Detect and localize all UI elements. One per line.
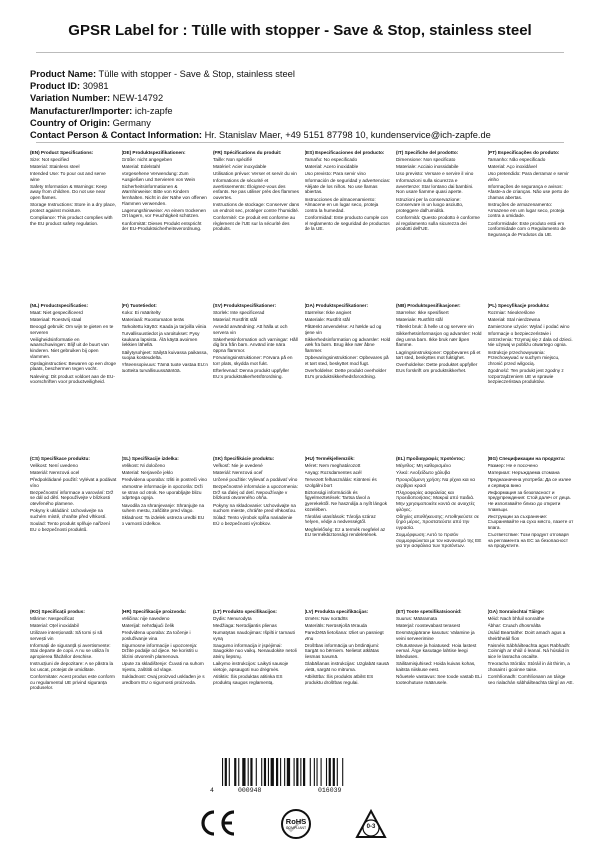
language-heading: (LV) Produkta specifikācijas:	[304, 609, 369, 614]
spec-line: Veľkosť: Nie je uvedené	[213, 462, 263, 468]
spec-line: Beoogd gebruik: Om wijn te gieten en te serveren	[30, 323, 114, 335]
spec-line: Säilitamisjuhised: Hoida kuivas kohas, kaitsta niiskuse eest.	[396, 661, 476, 672]
product-info	[30, 68, 491, 141]
product-id-row	[30, 80, 491, 92]
spec-line: Säkerhetsinformation och varningar: Håll dig bra från barn. Använd inte nära öppna flammor.	[213, 336, 298, 353]
spec-line: Material: Acero inoxidable	[304, 163, 359, 169]
spec-line: Größe: nicht angegeben	[121, 156, 173, 162]
language-block	[396, 150, 483, 298]
barcode-bar	[284, 758, 285, 786]
spec-line: Materiál: Nerezová ocel	[30, 469, 80, 475]
spec-line: Tervezett felhasználás: Kiönteni és szolgálni bort	[304, 476, 377, 488]
language-block	[213, 609, 300, 747]
spec-line: Nõuetele vastavus: See toode vastab ELi tooteohutuse määrusele.	[396, 673, 482, 685]
spec-line: Conformitate: Acest produs este conform cu regulamentul UE privind siguranța produselor.	[30, 673, 115, 691]
spec-line: Materiaali: Ruostumaton teräs	[121, 316, 185, 322]
language-heading: (CS) Specifikace produktu:	[30, 456, 90, 461]
language-heading: (EL) Προδιαγραφές προϊόντος:	[396, 456, 466, 461]
spec-line: Materiale: Rustfrit stål	[304, 316, 350, 322]
barcode-bar	[225, 758, 227, 786]
spec-line: Předpokládané použití: Vylévat a podávat víno	[30, 476, 117, 488]
spec-line: Υλικό: Ανοξείδωτο χάλυβα	[396, 469, 451, 475]
spec-line: Soulad: Tento produkt splňuje nařízení EU o bezpečnosti produktů.	[30, 520, 110, 532]
barcode-group-1: 000948	[238, 787, 262, 794]
language-block	[488, 609, 575, 747]
language-heading: (LT) Produkto specifikacijos:	[213, 609, 277, 614]
language-heading: (SK) Špecifikácie produktu:	[213, 456, 275, 461]
origin-row	[30, 117, 491, 129]
spec-line: Påtænkt anvendelse: At hælde ud og tjene vin	[304, 323, 382, 335]
barcode-bar	[310, 758, 311, 786]
spec-line: Suurus: Määramata	[396, 615, 438, 621]
language-heading: (EN) Product Specifications:	[30, 150, 94, 155]
spec-line: Informații de siguranță și avertismente: Stai departe de copii. A nu se utiliza în apropierea flăcărilor deschise.	[30, 642, 111, 659]
spec-line: Opbevaringsinstruktioner: Opbevares på et tørt sted, beskyttet mod fugt.	[304, 355, 389, 366]
divider	[36, 142, 564, 143]
spec-line: Materiał: Stal nierdzewna	[487, 316, 541, 322]
spec-line: Faisnéis Sábháilteachta agus Rabhadh: Coinnigh ar shiúl ó leanaí. Ná húsáid in aice le lasracha oscailte.	[487, 642, 571, 659]
barcode-prefix: 4	[210, 787, 214, 794]
spec-line: Uso previsto: Para servir vino	[304, 170, 366, 176]
spec-line: Πληροφορίες ασφαλείας και προειδοποιήσεις: Μακριά από παιδιά. Μην χρησιμοποιείτε κοντά σε ανοιχτές φλόγες.	[396, 489, 475, 512]
spec-line: Størrelse: Ikke angivet	[304, 309, 352, 315]
spec-line: Opslaginstructies: Bewaren op een droge plaats, beschermen tegen vocht.	[30, 360, 116, 372]
spec-line: Materijal: nehrđajući čelik	[121, 622, 175, 628]
spec-line: Atitiktis: Šis produktas atitinka ES produktų saugos reglamentą.	[213, 673, 283, 685]
barcode-group-2: 016039	[318, 787, 342, 794]
spec-line: Utilizare intenționată: Să torni și să servești vin	[30, 629, 103, 641]
language-heading: (HU) Termékjellemzők:	[304, 456, 355, 461]
spec-line: Istruzioni per la conservazione: Conservare in un luogo asciutto, proteggere dall'umidità.	[396, 196, 464, 213]
spec-line: Sukladnost: Ovaj proizvod usklađen je s uredbom EU o sigurnosti proizvoda.	[121, 673, 205, 685]
barcode-bar	[250, 758, 252, 786]
spec-line: Materiale: Rustfritt stål	[396, 316, 443, 322]
language-block	[488, 303, 575, 451]
spec-line: Material: Stainless steel	[30, 163, 80, 169]
spec-line: Safety Information & Warnings: Keep away from children. Do not use near open flames.	[30, 183, 107, 200]
rohs-label: RoHS	[285, 817, 307, 826]
barcode-bar	[333, 758, 335, 786]
spec-line: Intended Use: To pour out and serve wine	[30, 170, 106, 182]
language-heading: (SV) Produktspecifikationer:	[213, 303, 277, 308]
spec-line: Размер: Не е посочено	[487, 462, 538, 468]
barcode-bar	[321, 758, 322, 786]
language-block	[213, 150, 300, 298]
barcode-bar	[326, 758, 327, 786]
spec-line: Matériel: Acier inoxydable	[213, 163, 267, 169]
spec-line: Informazioni sulla sicurezza e avvertenze: Star lontano dai bambini. Non usare fiamme quasi aperte.	[396, 178, 474, 195]
spec-line: Ábhar: Cruach dhosmálta	[487, 622, 541, 628]
barcode-bar	[314, 758, 315, 786]
spec-line: Méret: Nem meghatározott	[304, 462, 361, 468]
spec-line: Compliance: This product complies with the EU product safety regulation.	[30, 214, 113, 226]
manufacturer-value: ich-zapfe	[134, 105, 173, 116]
spec-line: Materjal: roostevabast terasest	[396, 622, 461, 628]
barcode-bar	[296, 758, 298, 786]
spec-line: Bezpečnostné informácie a upozornenia: Drž sa ďalej od detí. Nepoužívajte v blízkosti otvoreného ohňa.	[213, 484, 298, 501]
language-block	[122, 456, 209, 604]
spec-line: Instrucțiuni de depozitare: A se păstra la loc uscat, protejat de umiditate.	[30, 661, 114, 672]
spec-line: Overholdelse: Dette produktet oppfyller EUs forskrift om produktsikkerhet.	[396, 362, 478, 373]
barcode-bar	[300, 758, 301, 786]
language-heading: (IT) Specifiche del prodotto:	[396, 150, 459, 155]
spec-line: Comhlíonadh: Comhlíonann an táirge seo rialachán sábháilteachta táirgí an AE.	[487, 673, 574, 685]
spec-line: Sikkerhedsinformation og advarsler: Hold væk fra børn. Brug ikke nær åbne flammer.	[304, 336, 391, 353]
language-block	[30, 303, 117, 451]
spec-line: Navodila za shranjevanje: Shranjujte na suhem mestu, zaščitite pred vlago.	[121, 502, 205, 514]
spec-line: Информация за безопасност и предупреждения: Стой далеч от деца. Не използвайте близо до открити пламъци.	[487, 489, 571, 512]
product-id-value: 30981	[82, 81, 109, 92]
spec-line: Utilisation prévue: Verser et servir du vin	[213, 170, 297, 176]
spec-line: Conformità: Questo prodotto è conforme al regolamento sulla sicurezza dei prodotti dell'UE.	[396, 214, 480, 232]
spec-line: Οδηγίες αποθήκευσης: Αποθηκεύστε σε ξηρό μέρος, προστατεύστε από την υγρασία.	[396, 513, 479, 530]
spec-line: Storage Instructions: Store in a dry place, protect against moisture.	[30, 202, 116, 213]
language-specifications-grid	[30, 150, 574, 752]
spec-line: Conformidad: Este producto cumple con el reglamento de seguridad de productos de la UE.	[304, 214, 390, 232]
spec-line: Informações de segurança e avisos: Afaste-a de crianças. Não use perto de chamas abertas.	[487, 183, 569, 200]
spec-line: Medžiaga: Nerūdijantis plienas	[213, 622, 277, 628]
language-block	[396, 609, 483, 747]
language-block	[305, 609, 392, 747]
spec-line: Størrelse: Ikke spesifisert	[396, 309, 449, 315]
ce-mark-icon	[198, 808, 238, 838]
spec-line: Vorgesehene Verwendung: Zum Ausgießen und Servieren von Wein	[121, 170, 196, 182]
barcode-bar	[303, 758, 305, 786]
barcode-bar	[276, 758, 278, 786]
barcode-bar	[264, 758, 266, 786]
spec-line: Glabāšanas instrukcijas: Uzglabāt sausā vietā, sargāt no mitruma.	[304, 661, 389, 672]
language-heading: (PT) Especificações do produto:	[487, 150, 560, 155]
language-block	[122, 303, 209, 451]
language-block	[396, 456, 483, 604]
spec-line: Συμμόρφωση: Αυτό το προϊόν συμμορφώνεται με τον κανονισμό της ΕΕ για την ασφάλεια των προϊόντων.	[396, 532, 482, 549]
language-heading: (HR) Specifikacije proizvoda:	[121, 609, 187, 614]
spec-line: Velikost: Ni določeno	[121, 462, 166, 468]
spec-line: Säilytysohjeet: Säilytä kuivassa paikassa, suojaa kosteudelta.	[121, 349, 208, 361]
spec-line: Conformité: Ce produit est conforme au règlement de l'UE sur la sécurité des produits.	[213, 214, 296, 232]
spec-line: Turvallisuustiedot ja varoitukset: Pysy kaukana lapsista. Älä käytä avoimen liekkien lähellä.	[121, 331, 200, 348]
spec-line: Dimensione: Non specificato	[396, 156, 456, 162]
language-heading: (NB) Produktspesifikasjoner:	[396, 303, 461, 308]
barcode-bar	[222, 758, 223, 786]
spec-line: Atbilstība: Šis produkts atbilst ES produktu drošības regulai.	[304, 673, 374, 685]
language-heading: (GA) Sonraíochtaí Táirge:	[487, 609, 545, 614]
spec-line: Pokyny na skladovanie: Uchovávajte na suchom mieste, chráňte pred vlhkosťou.	[213, 502, 297, 514]
spec-line: Numatytas naudojimas: Išpilti ir tarnauti vyną	[213, 629, 295, 641]
spec-line: Méid: Nach bhfuil sonraithe	[487, 615, 545, 621]
spec-line: Storlek: Inte specificerad	[213, 309, 265, 315]
barcode-bar	[248, 758, 249, 786]
spec-line: Lagerungshinweise: An einem trockenen Ort lagern, vor Feuchtigkeit schützen.	[121, 207, 206, 219]
spec-line: Material: Nerjaveče jeklo	[121, 469, 173, 475]
language-row	[30, 303, 574, 451]
contact-label: Contact Person & Contact Information:	[30, 130, 202, 141]
language-block	[488, 150, 575, 298]
spec-line: Naleving: Dit product voldoet aan de EU-voorschriften voor productveiligheid.	[30, 373, 115, 385]
barcode-bar	[234, 758, 236, 786]
spec-line: Sikkerhetsinformasjon og advarsler: Hold deg unna barn. Ikke bruk nær åpen flamme.	[396, 331, 482, 348]
language-block	[488, 456, 575, 604]
spec-line: Förvaringsinstruktioner: Förvara på en torr plats, skydda mot fukt.	[213, 355, 293, 366]
spec-line: Súlad: Tento výrobok spĺňa nariadenie EÚ o bezpečnosti výrobkov.	[213, 515, 293, 526]
barcode-bar	[238, 758, 239, 786]
language-block	[213, 456, 300, 604]
barcode-bars	[222, 758, 382, 786]
spec-line: Upute za skladištenje: Čuvati na suhom mjestu, zaštititi od vlage.	[121, 661, 204, 672]
divider	[36, 52, 564, 53]
spec-line: Μέγεθος: Μη καθορισμένο	[396, 462, 451, 468]
variation-value: NEW-14792	[112, 93, 164, 104]
language-row	[30, 456, 574, 604]
spec-line: Προοριζόμενη χρήση: Να ρίχνει και να σερβίρει κρασί	[396, 476, 475, 488]
spec-line: Sicherheitsinformationen & Warnhinweise: Bitte von Kindern fernhalten. Nicht in der Nähe von offenen Flammen verwenden.	[121, 183, 207, 206]
spec-line: Anyag: Rozsdamentes acél	[304, 469, 362, 475]
barcode-bar	[256, 758, 257, 786]
spec-line: Efterlevnad: Denna produkt uppfyller EU:s produktsäkerhetsförordning.	[213, 367, 290, 379]
origin-value: Germany	[112, 117, 151, 128]
spec-line: Zamierzone użycie: Wylać i podać wino	[487, 323, 570, 329]
spec-line: Biztonsági információk és figyelmeztetések: Tartsa távol a gyerekektől. Ne használja a nyílt lángok közelében.	[304, 489, 388, 512]
product-name-label: Product Name:	[30, 69, 97, 79]
spec-line: Saugumo informacija ir įspėjimai: Saugokite nuo vaikų. Nenaudokite netoli atvirų liepsnų.	[213, 642, 297, 659]
barcode-bar	[242, 758, 245, 786]
spec-line: Treoracha Stórála: Stóráil in áit thirim, a chosaint i gcoinne taise.	[487, 661, 570, 672]
spec-line: Sigurnosne informacije i upozorenja: Držite podalje od djece. Ne koristiti u blizini otvorenih plamenova.	[121, 642, 198, 659]
spec-line: Určené použitie: Vylievať a podávať víno	[213, 476, 298, 482]
spec-line: Materiál: Nerezová oceľ	[213, 469, 263, 475]
language-heading: (BG) Спецификации на продукта:	[487, 456, 566, 461]
spec-line: Varnostne informacije in opozorila: Drži se stran od otrok. Ne uporabljajte blizu odprtega ognja.	[121, 484, 203, 501]
recycle-label: 0-3	[366, 824, 376, 830]
language-block	[305, 456, 392, 604]
barcode-bar	[268, 758, 269, 786]
language-heading: (ET) Toote spetsifikatsioonid:	[396, 609, 462, 614]
barcode	[210, 758, 390, 798]
spec-line: Maat: Niet gespecificeerd	[30, 309, 83, 315]
spec-line: Tamanho: Não especificado	[487, 156, 546, 162]
spec-line: Informacje o bezpieczeństwie i ostrzeżenia: Trzymaj się z dala od dzieci. Nie używaj w pobliżu otwartego ognia.	[487, 331, 573, 348]
spec-line: Taille: Non spécifié	[213, 156, 253, 162]
spec-line: Yhteensopivuus: Tämä tuote vastaa EU:n tuotteita turvallisuussääntöä.	[121, 362, 208, 373]
barcode-bar	[342, 758, 343, 786]
spec-line: Uso previsto: Versare e servire il vino	[396, 170, 474, 176]
rohs-sub-label: COMPLIANT	[285, 826, 307, 830]
product-id-label: Product ID:	[30, 81, 81, 92]
language-block	[122, 150, 209, 298]
spec-line: Materiāls: Nerūsējošā tērauda	[304, 622, 368, 628]
barcode-bar	[337, 758, 338, 786]
spec-line: Koko: Ei määritelty	[121, 309, 161, 315]
spec-line: Velikost: Není uvedeno	[30, 462, 78, 468]
spec-line: Konformität: Dieses Produkt entspricht der EU-Produktsicherheitsverordnung.	[121, 220, 202, 232]
barcode-bar	[280, 758, 281, 786]
spec-line: Съответствие: Този продукт отговаря на регламента на ЕС за безопасност на продуктите.	[487, 532, 569, 549]
spec-line: Predviđena uporaba: Za točenje i posluživanje vina	[121, 629, 191, 641]
barcode-bar	[271, 758, 274, 786]
language-block	[305, 303, 392, 451]
origin-label: Country of Origin:	[30, 117, 111, 128]
spec-line: Tamaño: No especificado	[304, 156, 358, 162]
variation-label: Variation Number:	[30, 93, 111, 104]
spec-line: Veiligheidsinformatie en waarschuwingen: Blijf uit de buurt van kinderen. Niet gebruiken bij open vlammen.	[30, 336, 109, 359]
spec-line: Materiale: Acciaio inossidabile	[396, 163, 459, 169]
spec-line: Drošības informācija un brīdinājumi: Sargāt no bērniem. Nelietot atklātas liesmas tuvumā.	[304, 642, 380, 659]
language-block	[30, 150, 117, 298]
spec-line: Instructions de stockage: Conserver dans un endroit sec, protéger contre l'humidité.	[213, 202, 300, 213]
spec-line: Dydis: Nenurodyta	[213, 615, 252, 621]
spec-line: Informations de sécurité et avertissements: Éloignez-vous des enfants. Ne pas utiliser près des flammes ouvertes.	[213, 178, 299, 200]
spec-line: Size: Not specified	[30, 156, 69, 162]
spec-line: Material: Aço inoxidável	[487, 163, 537, 169]
barcode-bar	[261, 758, 262, 786]
language-heading: (ES) Especificaciones del producto:	[304, 150, 385, 155]
language-heading: (DE) Produktspezifikationen:	[121, 150, 186, 155]
spec-line: Инструкции за съхранение: Съхранявайте на сухо място, пазете от влага.	[487, 513, 574, 530]
spec-line: Conformidade: Este produto está em conformidade com o Regulamento de Segurança de Produtos da UE.	[487, 220, 566, 237]
spec-line: Instrucciones de almacenamiento: Almacene en un lugar seco, proteja contra la humedad.	[304, 196, 379, 213]
language-heading: (NL) Productspecificaties:	[30, 303, 89, 308]
barcode-bar	[329, 758, 331, 786]
spec-line: Megfelelőség: Ez a termék megfelel az EU termékbiztonsági rendeletének.	[304, 526, 386, 538]
spec-line: Laikymo instrukcijos: Laikyti sausoje vietoje, apsaugoti nuo drėgmės.	[213, 661, 289, 672]
spec-line: Mărime: Nespecificat	[30, 615, 74, 621]
barcode-bar	[317, 758, 318, 786]
contact-row	[30, 129, 491, 141]
language-block	[122, 609, 209, 747]
language-heading: (RO) Specificații produs:	[30, 609, 85, 614]
spec-line: Material: Rostfritt stål	[213, 316, 258, 322]
spec-line: Rozmiar: Nieokreślone	[487, 309, 535, 315]
rohs-icon	[278, 808, 314, 840]
spec-line: Material: Edelstahl	[121, 163, 161, 169]
spec-line: Predvidena uporaba: Izliti in postreči vino	[121, 476, 207, 482]
spec-line: Pokyny k ukládání: Uchovávejte na suchém místě, chraňte před vlhkostí.	[30, 508, 107, 519]
page-title: GPSR Label for : Tülle with stopper - Save & Stop, stainless steel	[68, 22, 532, 39]
language-row	[30, 150, 574, 298]
product-name-value: Tülle with stopper - Save & Stop, stainless steel	[98, 69, 295, 79]
language-block	[213, 303, 300, 451]
language-block	[305, 150, 392, 298]
language-heading: (FR) Spécifications du produit:	[213, 150, 282, 155]
spec-line: Материал: Неръждаема стомана	[487, 469, 560, 475]
spec-line: Instruções de armazenamento: Armazene em um lugar seco, proteja contra a umidade.	[487, 202, 565, 219]
language-block	[396, 303, 483, 451]
spec-line: Información de seguridad y advertencias: Aléjate de los niños. No use llamas abiertas.	[304, 178, 391, 195]
spec-line: Skladnost: Ta izdelek ustreza uredbi EU o varnosti izdelkov.	[121, 515, 205, 526]
spec-line: Предназначена употреба: Да се излее и сервира вино	[487, 476, 572, 488]
spec-line: Tiltenkt bruk: å helle ut og servere vin	[396, 323, 474, 329]
spec-line: Ohutusteave ja hoiatused: Hoia lastest eemal. Ärge kasutage lahtise leegi läheduses.	[396, 642, 477, 659]
manufacturer-label: Manufacturer/Importer:	[30, 105, 133, 116]
spec-line: Paredzētā lietošana: Izliet un pasniegt vīnu	[304, 629, 384, 641]
language-row	[30, 609, 574, 747]
spec-line: Lagringsinstruksjoner: Oppbevares på et tørt sted, beskyttes mot fuktighet.	[396, 349, 481, 361]
language-heading: (SL) Specifikacije izdelka:	[121, 456, 179, 461]
spec-line: Eesmärgipärane kasutus: Valamine ja veini serveerimine	[396, 629, 475, 641]
language-block	[30, 456, 117, 604]
spec-line: Uso pretendido: Para derramar e servir vinho	[487, 170, 569, 182]
language-block	[30, 609, 117, 747]
spec-line: Bezpečnostní informace a varování: Drž se dál od dětí. Nepoužívejte v blízkosti otevřeného plamene.	[30, 489, 114, 506]
contact-value: Hr. Stanislav Maer, +49 5151 87798 10, kundenservice@ich-zapfe.de	[204, 130, 491, 141]
variation-row	[30, 92, 491, 104]
spec-line: Tarkoitettu käyttö: Kaada ja tarjoilla viinia	[121, 323, 207, 329]
language-heading: (PL) Specyfikacje produktu:	[487, 303, 550, 308]
barcode-bar	[287, 758, 290, 786]
compliance-marks	[0, 808, 600, 840]
spec-line: Avsedd användning: Att hälla ut och servera vin	[213, 323, 288, 335]
barcode-bar	[229, 758, 230, 786]
spec-line: Material: Oțel inoxidabil	[30, 622, 79, 628]
spec-line: Overholdelse: Dette produkt overholder EU's produktsikkerhedsforordning.	[304, 367, 387, 379]
barcode-bar	[294, 758, 295, 786]
spec-line: Instrukcje przechowywania: Przechowywać w suchym miejscu, chronić przed wilgocią.	[487, 349, 560, 366]
recycle-mark	[352, 808, 390, 842]
spec-line: Materiaal: Roestvrij staal	[30, 316, 82, 322]
spec-line: Tárolási utasítások: Tárolja száraz helyen, védje a nedvességtől.	[304, 513, 376, 525]
spec-line: Úsáid Beartaithe: Doirt amach agus a sheirbheáil fíon	[487, 629, 566, 641]
language-heading: (DA) Produktspecifikationer:	[304, 303, 369, 308]
product-name-row	[30, 68, 491, 80]
spec-line: Izmērs: Nav norādīts	[304, 615, 348, 621]
manufacturer-row	[30, 105, 491, 117]
spec-line: Zgodność: Ten produkt jest zgodny z rozporządzeniem UE w sprawie bezpieczeństwa produktów.	[487, 367, 564, 385]
spec-line: Veličina: nije navedeno	[121, 615, 170, 621]
language-heading: (FI) Tuotetiedot:	[121, 303, 157, 308]
